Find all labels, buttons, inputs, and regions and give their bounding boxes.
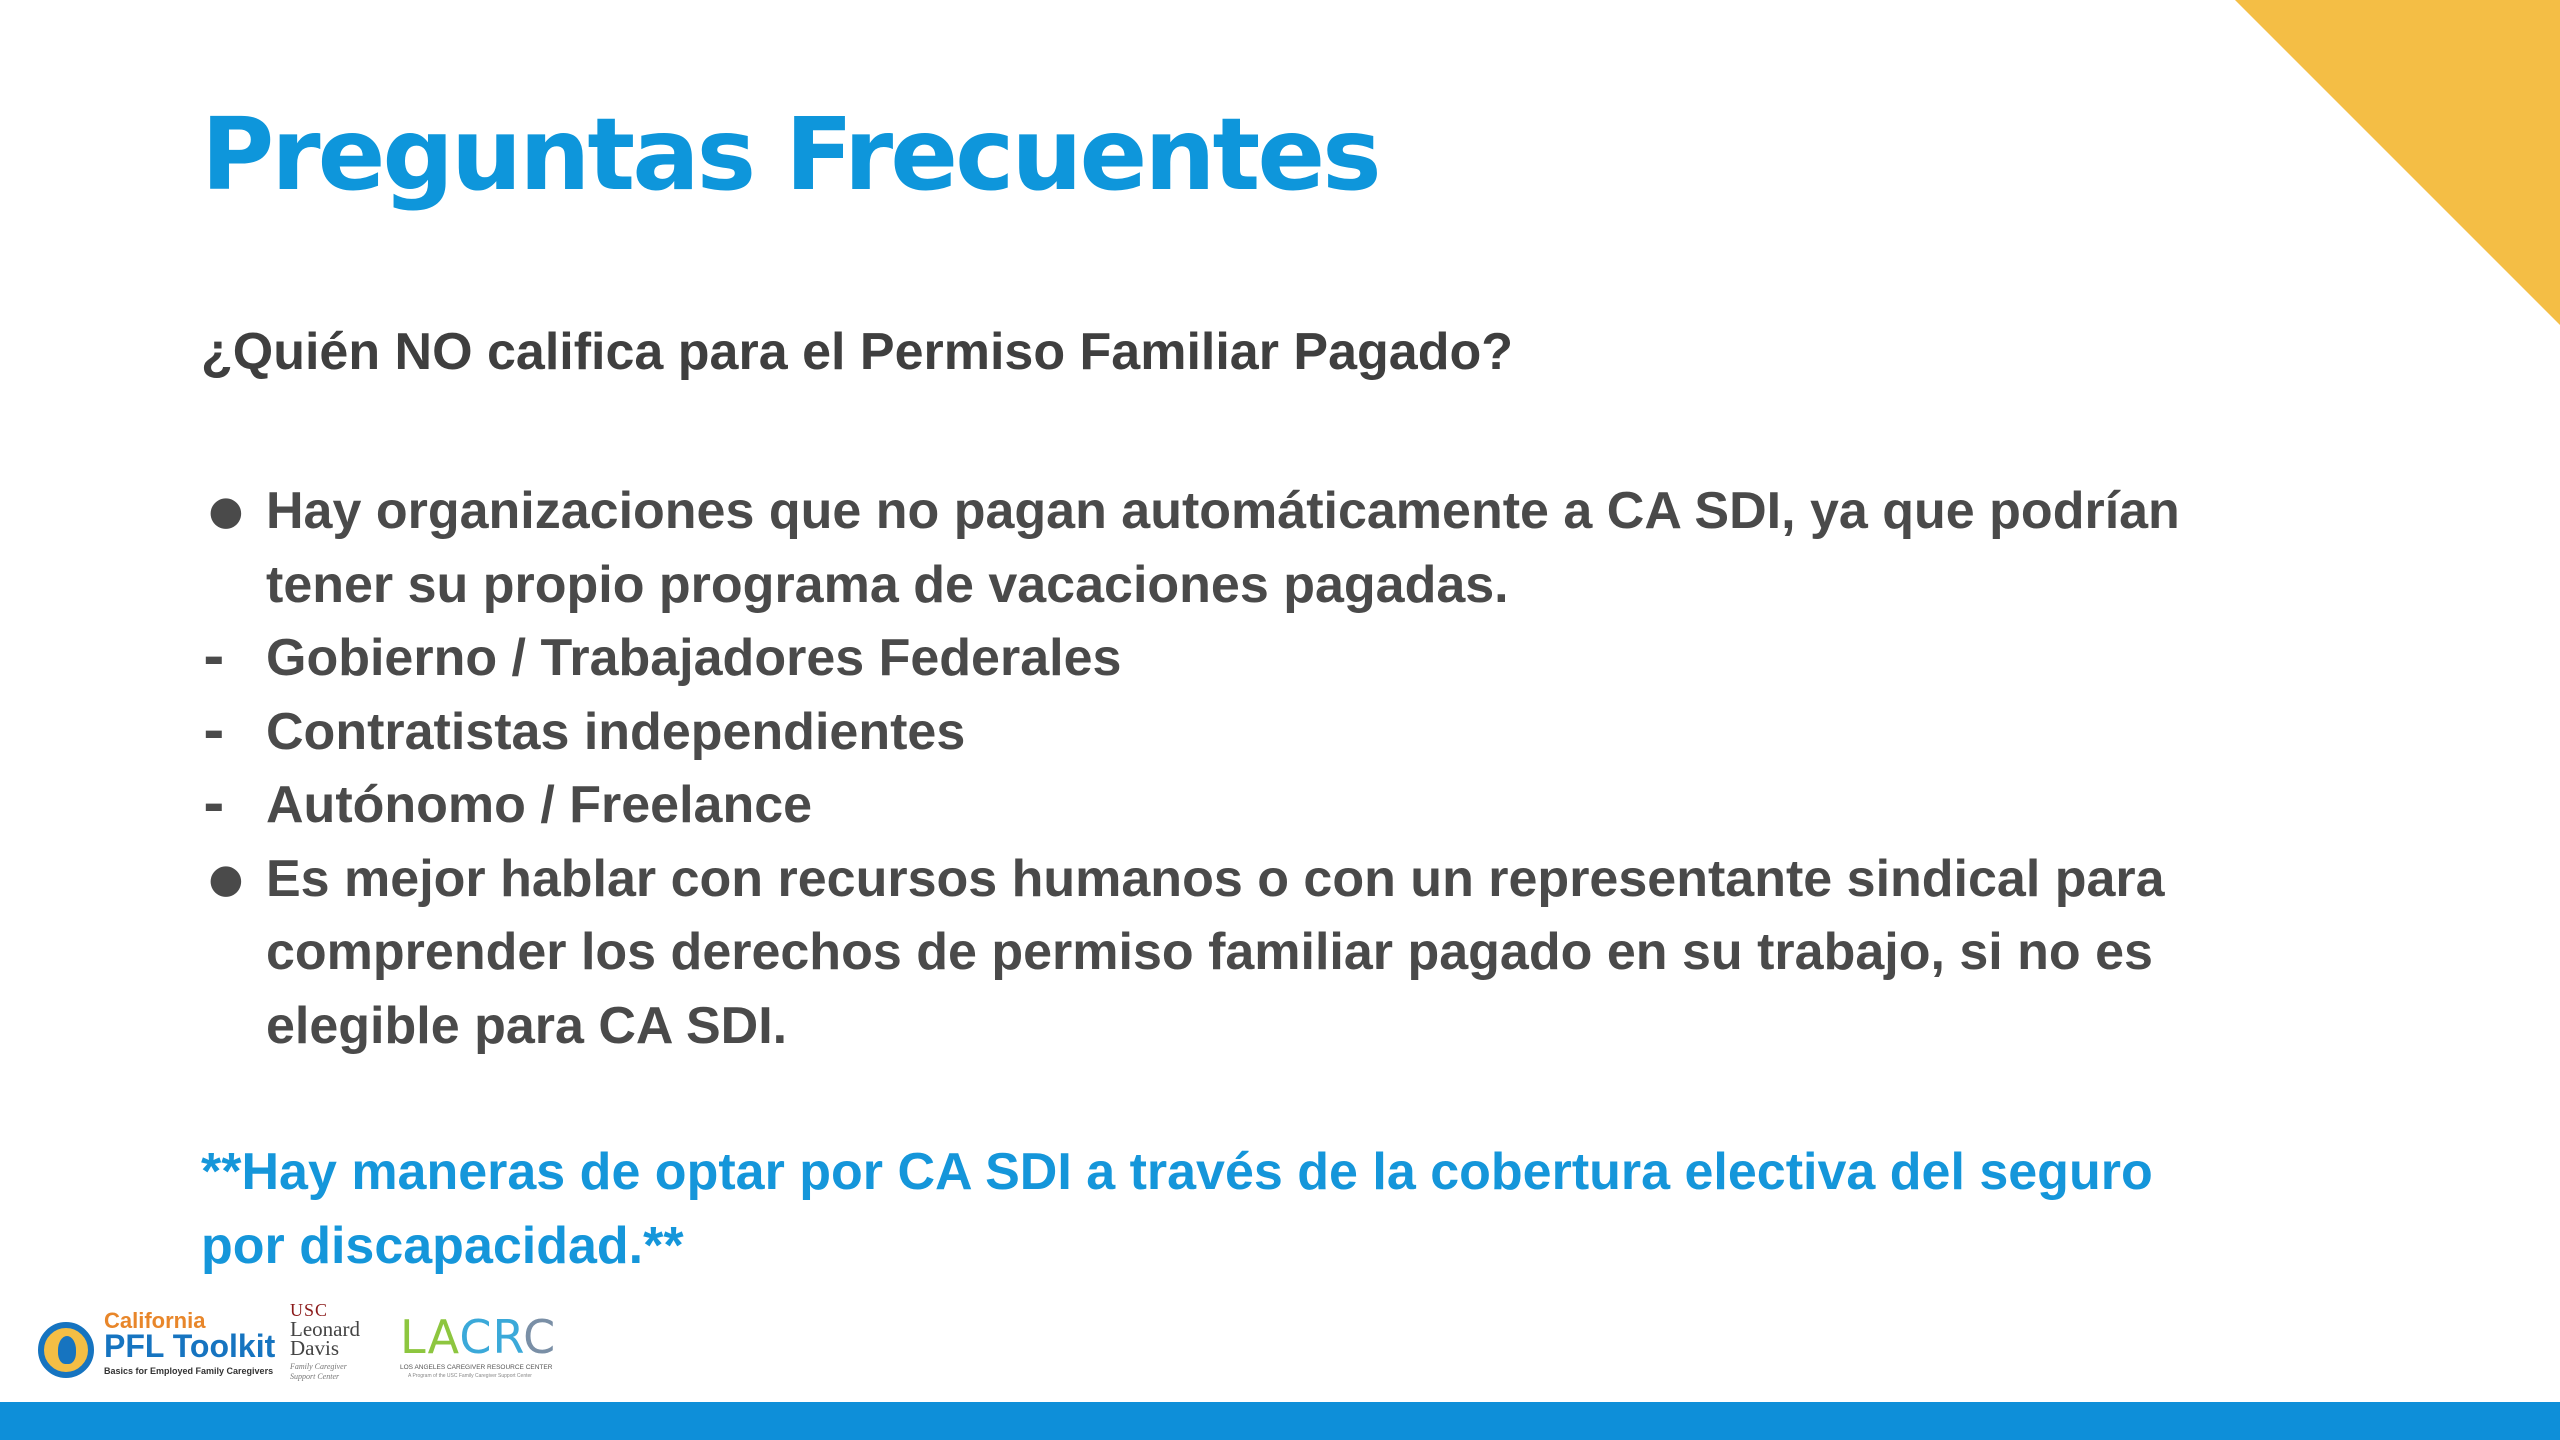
- dash-marker: -: [203, 775, 225, 835]
- list-item: [201, 475, 2261, 622]
- bullet-marker: ●: [208, 488, 244, 534]
- pfl-logo-california: California: [104, 1308, 206, 1333]
- pfl-toolkit-logo: [38, 1308, 276, 1383]
- list-item-text: Gobierno / Trabajadores Federales: [266, 629, 1122, 687]
- usc-leonard-davis-logo: [290, 1300, 380, 1388]
- list-item-text: Contratistas independientes: [266, 702, 966, 761]
- corner-accent-triangle: [2235, 0, 2560, 325]
- usc-logo-sub: Family Caregiver Support Center: [290, 1362, 347, 1381]
- list-item-text: Hay organizaciones que no pagan automáticamente a CA SDI, ya que podrían tener su propio programa de vacaciones pagadas.: [266, 482, 2180, 614]
- partner-logos: [38, 1300, 578, 1390]
- page-title: Preguntas Frecuentes: [201, 96, 1379, 213]
- list-item: [201, 769, 2261, 843]
- dash-marker: -: [203, 701, 225, 762]
- ca-map-icon: [38, 1322, 94, 1378]
- question-heading: ¿Quién NO califica para el Permiso Familiar Pagado?: [201, 323, 1513, 381]
- lacrc-logo-sub: LOS ANGELES CAREGIVER RESOURCE CENTER: [400, 1364, 553, 1371]
- usc-logo-name: Leonard Davis: [290, 1317, 360, 1360]
- lacrc-logo-sub2: A Program of the USC Family Caregiver Support Center: [408, 1373, 532, 1379]
- bullet-marker: ●: [208, 855, 244, 902]
- list-item: [201, 696, 2261, 770]
- lacrc-logo-text: LACRC: [400, 1310, 557, 1364]
- usc-logo-top: USC: [290, 1300, 329, 1320]
- list-item-text: Es mejor hablar con recursos humanos o con un representante sindical para comprender los derechos de permiso familiar pagado en su trabajo, si no es elegible para CA SDI.: [266, 849, 2165, 1055]
- footnote-note: **Hay maneras de optar por CA SDI a través de la cobertura electiva del seguro por discapacidad.**: [201, 1143, 2153, 1275]
- bottom-accent-bar: [0, 1402, 2560, 1440]
- list-item-text: Autónomo / Freelance: [266, 776, 813, 834]
- list-item: [201, 622, 2261, 696]
- pfl-logo-tagline: Basics for Employed Family Caregivers: [104, 1366, 274, 1376]
- list-item: [201, 843, 2261, 1064]
- eligibility-list: [201, 475, 2261, 1063]
- dash-marker: -: [203, 628, 225, 688]
- pfl-logo-name: PFL Toolkit: [104, 1328, 276, 1364]
- lacrc-logo: [400, 1310, 565, 1380]
